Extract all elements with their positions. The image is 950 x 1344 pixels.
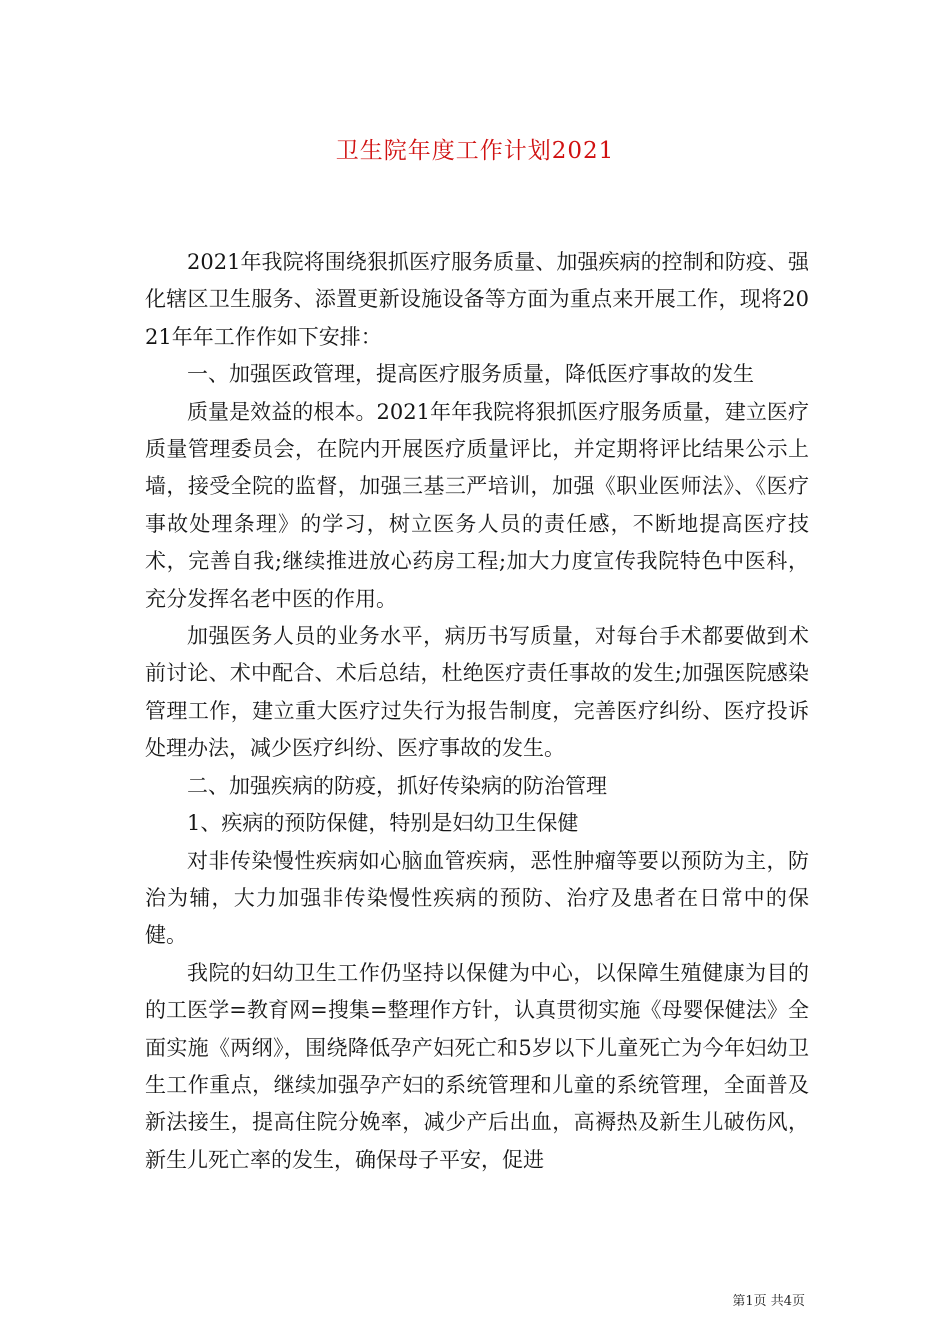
paragraph-intro: 2021年我院将围绕狠抓医疗服务质量、加强疾病的控制和防疫、强化辖区卫生服务、添置更新设施设备等方面为重点来开展工作，现将2021年年工作作如下安排： (145, 250, 809, 349)
document-body (145, 244, 809, 1179)
section-heading-1: 一、加强医政管理，提高医疗服务质量，降低医疗事故的发生 (187, 362, 754, 387)
page-number-footer: 第1页 共4页 (732, 1294, 805, 1309)
document-title: 卫生院年度工作计划2021 (335, 138, 615, 164)
paragraph-staff: 加强医务人员的业务水平，病历书写质量，对每台手术都要做到术前讨论、术中配合、术后总结，杜绝医疗责任事故的发生;加强医院感染管理工作，建立重大医疗过失行为报告制度，完善医疗纠纷、医疗投诉处理办法，减少医疗纠纷、医疗事故的发生。 (145, 624, 809, 761)
paragraph-chronic-disease: 对非传染慢性疾病如心脑血管疾病，恶性肿瘤等要以预防为主，防治为辅，大力加强非传染慢性疾病的预防、治疗及患者在日常中的保健。 (145, 848, 809, 948)
section-heading-2: 二、加强疾病的防疫，抓好传染病的防治管理 (187, 773, 607, 798)
paragraph-quality: 质量是效益的根本。2021年年我院将狠抓医疗服务质量，建立医疗质量管理委员会，在院内开展医疗质量评比，并定期将评比结果公示上墙，接受全院的监督，加强三基三严培训，加强《职业医师法》、《医疗事故处理条理》的学习，树立医务人员的责任感，不断地提高医疗技术，完善自我;继续推进放心药房工程;加大力度宣传我院特色中医科，充分发挥名老中医的作用。 (145, 399, 809, 611)
subsection-heading-1: 1、疾病的预防保健，特别是妇幼卫生保健 (187, 811, 579, 836)
paragraph-maternal-child: 我院的妇幼卫生工作仍坚持以保健为中心，以保障生殖健康为目的的工医学=教育网=搜集=整理作方针，认真贯彻实施《母婴保健法》全面实施《两纲》，围绕降低孕产妇死亡和5岁以下儿童死亡为今年妇幼卫生工作重点，继续加强孕产妇的系统管理和儿童的系统管理，全面普及新法接生，提高住院分娩率，减少产后出血，高褥热及新生儿破伤风，新生儿死亡率的发生，确保母子平安，促进 (145, 960, 809, 1172)
